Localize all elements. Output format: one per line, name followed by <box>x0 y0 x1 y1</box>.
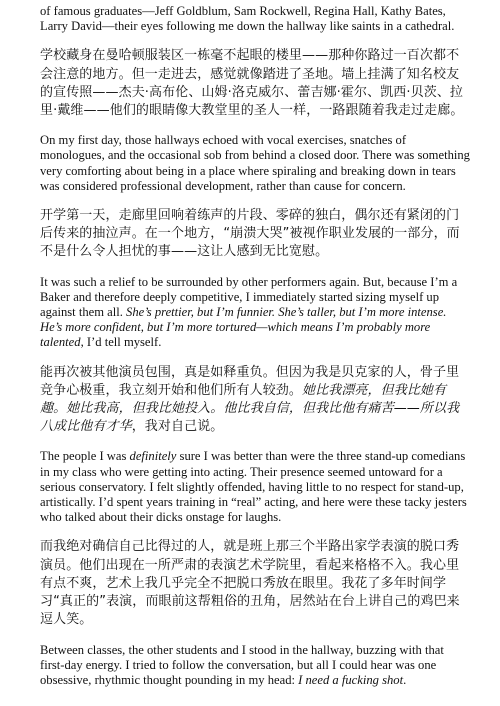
text-segment: Between classes, the other students and I stood in the hallway, buzzing with that first-day energy. I tried to follow the conversation, but all I could hear was one obsessive, rhythmic thought pounding in my head: <box>40 642 444 687</box>
italic-thought-text: I need a fucking shot <box>298 672 404 687</box>
paragraph-zh-2 <box>40 207 470 262</box>
text-segment: The people I was <box>40 449 130 464</box>
paragraph-en-4 <box>40 449 470 525</box>
paragraph-en-2 <box>40 133 470 194</box>
paragraph-en-3 <box>40 275 470 351</box>
italic-emphasis-text: definitely <box>129 449 177 464</box>
text-segment: It was such a relief to be surrounded by other performers again. But, because I’m a Baker and therefore deeply competitive, I immediately started sizing myself up against them all. <box>40 274 458 320</box>
text-segment: , I’d tell myself. <box>80 335 162 350</box>
text-segment: 能再次被其他演员包围，真是如释重负。但因为我是贝克家的人，骨子里竞争心极重，我立刻开始和他们所有人较劲。 <box>40 364 460 398</box>
paragraph-en-5 <box>40 643 470 689</box>
italic-thought-text: She’s prettier, but I’m funnier. She’s taller, but I’m more intense. He’s more confident, but I’m more tortured—which means I’m probably more talented <box>40 305 447 350</box>
text-segment: sure I was better than were the three stand-up comedians in my class who were getting into acting. Their presence seemed untoward for a serious conservatory. I felt slightly offended, having little to no respect for stand-up, artistically. I’d spent years training in “real” acting, and here were these tacky jesters who talked about their dicks onstage for laughs. <box>40 449 467 525</box>
text-segment: On my first day, those hallways echoed with vocal exercises, snatches of monologues, and the occasional sob from behind a closed door. There was something very comforting about being in a place where spiraling and breaking down in tears was considered professional development, rather than cause for concern. <box>40 133 470 193</box>
paragraph-zh-4 <box>40 538 470 629</box>
text-segment: 开学第一天，走廊里回响着练声的片段、零碎的独白，偶尔还有紧闭的门后传来的抽泣声。在一个地方，“崩溃大哭”被视作职业发展的一部分，而不是什么令人担忧的事——这让人感到无比宽慰。 <box>40 208 460 260</box>
text-segment: of famous graduates—Jeff Goldblum, Sam Rockwell, Regina Hall, Kathy Bates, Larry David—their eyes following me down the hallway like saints in a cathedral. <box>40 4 455 34</box>
text-segment: 而我绝对确信自己比得过的人，就是班上那三个半路出家学表演的脱口秀演员。他们出现在一所严肃的表演艺术学院里，看起来格格不入。我心里有点不爽，艺术上我几乎完全不把脱口秀放在眼里。我花了多年时间学习“真正的”表演，而眼前这帮粗俗的丑角，居然站在台上讲自己的鸡巴来逗人笑。 <box>40 539 460 628</box>
text-segment: 学校藏身在曼哈顿服装区一栋毫不起眼的楼里——那种你路过一百次都不会注意的地方。但一走进去，感觉就像踏进了圣地。墙上挂满了知名校友的宣传照——杰夫·高布伦、山姆·洛克威尔、蕾吉娜·霍尔、凯西·贝茨、拉里·戴维——他们的眼睛像大教堂里的圣人一样，一路跟随着我走过走廊。 <box>40 48 464 119</box>
document-page <box>40 4 470 701</box>
paragraph-zh-3 <box>40 364 470 437</box>
text-segment: ，我对自己说。 <box>131 419 224 435</box>
text-segment: . <box>403 672 407 687</box>
paragraph-en-1 <box>40 4 470 34</box>
paragraph-zh-1 <box>40 47 470 120</box>
italic-thought-text: 她比我漂亮，但我比她有趣。她比我高，但我比她投入。他比我自信，但我比他有痛苦——所以我八成比他有才华 <box>40 382 460 435</box>
